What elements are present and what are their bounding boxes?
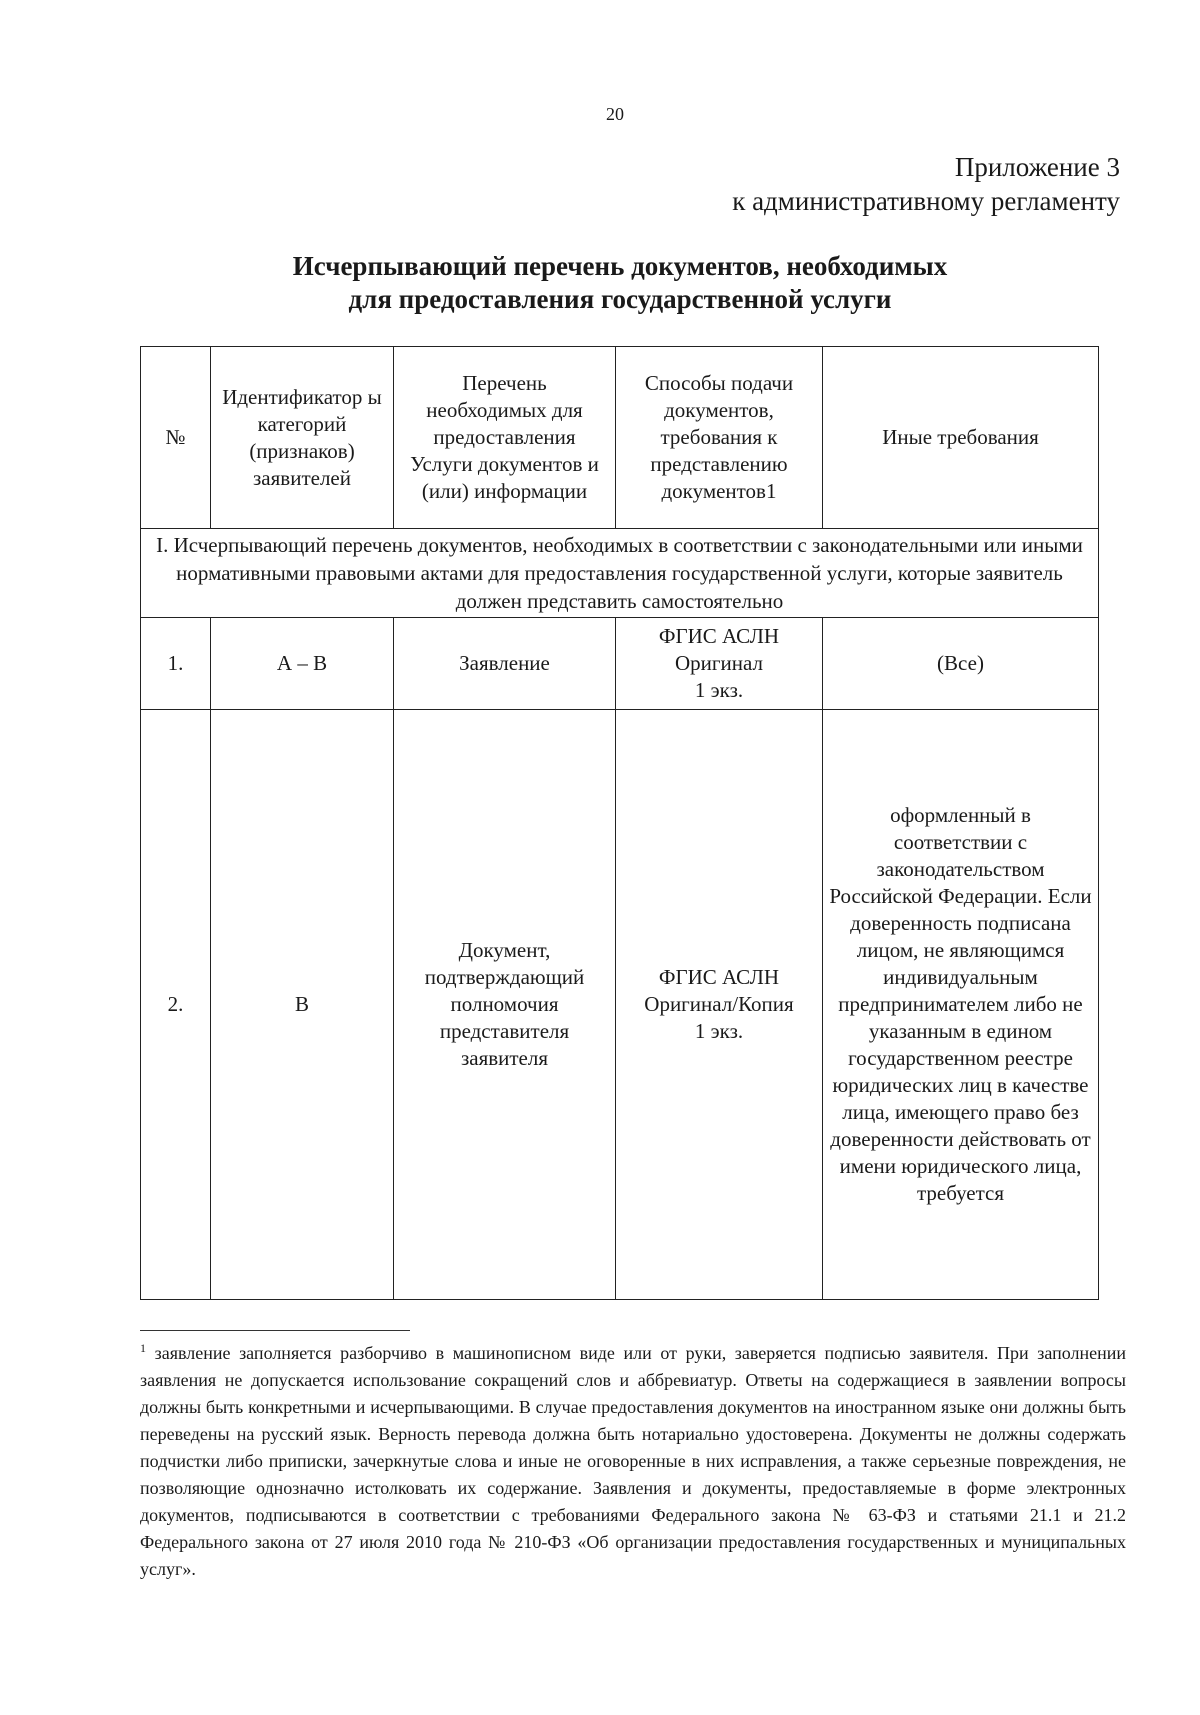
- submission-form: Оригинал/Копия: [644, 992, 794, 1016]
- table-row: [141, 710, 1099, 1300]
- row-category: А – В: [211, 618, 394, 710]
- submission-system: ФГИС АСЛН: [658, 965, 780, 989]
- submission-system: ФГИС АСЛН: [658, 624, 780, 648]
- row-submission: [616, 710, 823, 1300]
- title-line-1: Исчерпывающий перечень документов, необходимых: [292, 251, 948, 281]
- header-submission-methods: Способы подачи документов, требования к представлению документов1: [616, 347, 823, 529]
- title-line-2: для предоставления государственной услуги: [348, 284, 892, 314]
- page-number: 20: [606, 104, 624, 124]
- footnote-text: заявление заполняется разборчиво в машинописном виде или от руки, заверяется подписью заявителя. При заполнении заявления не допускается использование сокращений слов и аббревиатур. Ответы на содержащиеся в заявлении вопросы должны быть конкретными и исчерпывающими. В случае предоставления документов на иностранном языке они должны быть переведены на русский язык. Верность перевода должна быть нотариально удостоверена. Документы не должны содержать подчистки либо приписки, зачеркнутые слова и иные не оговоренные в них исправления, а также серьезные повреждения, не позволяющие однозначно истолковать их содержание. Заявления и документы, предоставляемые в форме электронных документов, подписываются в соответствии с требованиями Федерального закона № 63-ФЗ и статьями 21.1 и 21.2 Федерального закона от 27 июля 2010 года № 210-ФЗ «Об организации предоставления государственных и муниципальных услуг».: [140, 1343, 1127, 1579]
- submission-form: Оригинал: [675, 651, 763, 675]
- row-other: оформленный в соответствии с законодательством Российской Федерации. Если доверенность подписана лицом, не являющимся индивидуальным предпринимателем либо не указанным в едином государственном реестре юридических лиц в качестве лица, имеющего право без доверенности действовать от имени юридического лица, требуется: [823, 710, 1099, 1300]
- table-row: [141, 618, 1099, 710]
- appendix-line-2: к административному регламенту: [732, 186, 1120, 216]
- header-other-requirements: Иные требования: [823, 347, 1099, 529]
- row-document: Заявление: [394, 618, 616, 710]
- submission-copies: 1 экз.: [694, 1019, 744, 1043]
- table-section-row: [141, 529, 1099, 618]
- row-category: В: [211, 710, 394, 1300]
- row-number: 1.: [141, 618, 211, 710]
- header-category: Идентификатор ы категорий (признаков) заявителей: [211, 347, 394, 529]
- footnote-marker: 1: [140, 1341, 146, 1355]
- submission-copies: 1 экз.: [694, 678, 744, 702]
- appendix-reference: [732, 150, 1120, 218]
- document-title: [150, 250, 1090, 316]
- row-number: 2.: [141, 710, 211, 1300]
- row-other: (Все): [823, 618, 1099, 710]
- header-document-list: Перечень необходимых для предоставления Услуги документов и (или) информации: [394, 347, 616, 529]
- footnote-divider: [140, 1330, 410, 1331]
- section-title: I. Исчерпывающий перечень документов, необходимых в соответствии с законодательными или иными нормативными правовыми актами для предоставления государственной услуги, которые заявитель должен представить самостоятельно: [141, 529, 1099, 618]
- documents-table: [140, 346, 1099, 1300]
- table-header-row: [141, 347, 1099, 529]
- appendix-line-1: Приложение 3: [954, 152, 1120, 182]
- footnote: [140, 1340, 1126, 1583]
- row-submission: [616, 618, 823, 710]
- row-document: Документ, подтверждающий полномочия представителя заявителя: [394, 710, 616, 1300]
- header-number: №: [141, 347, 211, 529]
